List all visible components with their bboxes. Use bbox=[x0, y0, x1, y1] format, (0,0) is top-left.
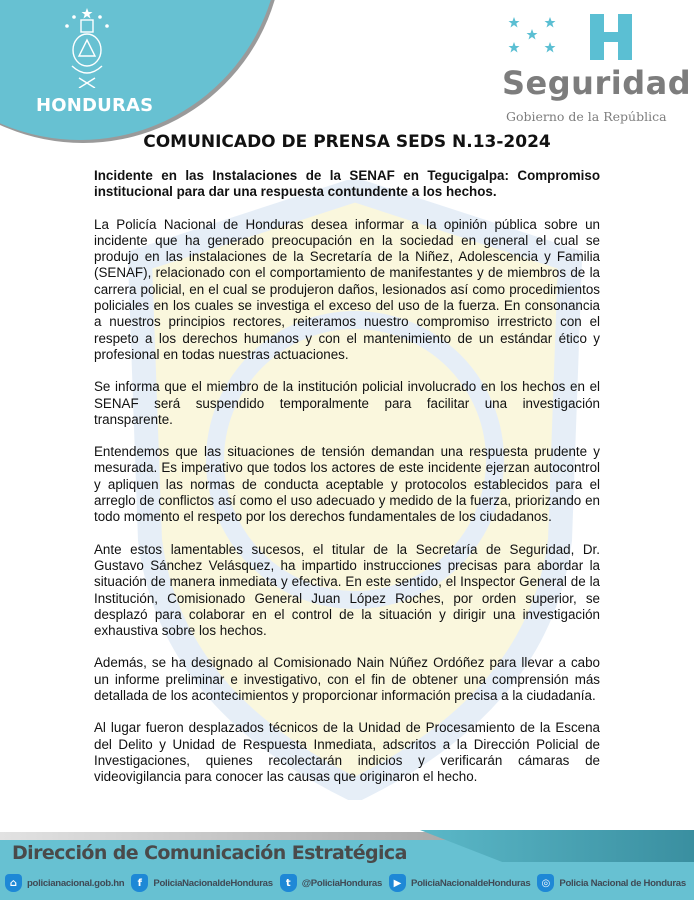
social-facebook[interactable] bbox=[131, 874, 272, 892]
social-label: Policia Nacional de Honduras bbox=[559, 877, 686, 889]
social-links bbox=[5, 873, 694, 893]
social-youtube[interactable] bbox=[389, 874, 530, 892]
paragraph: Además, se ha designado al Comisionado Nain Núñez Ordóñez para llevar a cabo un informe preliminar e investigativo, con el fin de obtener una comprensión más detallada de los acontecimientos y proporcionar información precisa a la ciudadanía. bbox=[94, 655, 600, 704]
seguridad-logo bbox=[500, 12, 690, 132]
seguridad-wordmark: Seguridad bbox=[502, 64, 692, 102]
social-label: @PoliciaHonduras bbox=[301, 877, 382, 889]
h-mark-icon bbox=[590, 14, 632, 60]
website-icon: ⌂ bbox=[5, 874, 22, 892]
stars-icon bbox=[505, 14, 575, 59]
honduras-coat-of-arms-icon bbox=[62, 8, 112, 88]
press-release-body bbox=[94, 168, 600, 802]
paragraph: Entendemos que las situaciones de tensión demandan una respuesta prudente y mesurada. Es imperativo que todos los actores de este incidente ejerzan autocontrol y apliquen las normas de conducta aceptable y protocolos establecidos para el arreglo de conflictos así como el uso adecuado y medido de la fuerza, priorizando en todo momento el respeto por los derechos fundamentales de los ciudadanos. bbox=[94, 444, 600, 525]
paragraph: Al lugar fueron desplazados técnicos de la Unidad de Procesamiento de la Escena del Delito y Unidad de Respuesta Inmediata, adscritos a la Dirección Policial de Investigaciones, quienes recolectarán indicios y verificarán cámaras de videovigilancia para conocer las causas que originaron el hecho. bbox=[94, 720, 600, 785]
instagram-icon: ◎ bbox=[537, 874, 554, 892]
social-instagram[interactable] bbox=[537, 874, 685, 892]
social-twitter[interactable] bbox=[280, 874, 382, 892]
social-label: policianacional.gob.hn bbox=[27, 877, 125, 889]
honduras-logo-label: HONDURAS bbox=[36, 95, 154, 116]
social-website[interactable] bbox=[5, 874, 124, 892]
header-teal-shape bbox=[0, 0, 280, 140]
twitter-icon: t bbox=[280, 874, 297, 892]
gobierno-tagline: Gobierno de la República bbox=[506, 109, 667, 124]
page-title: COMUNICADO DE PRENSA SEDS N.13-2024 bbox=[143, 132, 551, 152]
paragraph: Ante estos lamentables sucesos, el titular de la Secretaría de Seguridad, Dr. Gustavo Sánchez Velásquez, ha impartido instrucciones precisas para abordar la situación de manera inmediata y efectiva. En este sentido, el Inspector General de la Institución, Comisionado General Juan López Roches, por orden superior, se desplazó para colaborar en el control de la situación y dirigir una investigación exhaustiva sobre los hechos. bbox=[94, 541, 600, 639]
paragraph: La Policía Nacional de Honduras desea informar a la opinión pública sobre un incidente que ha generado preocupación en la sociedad en general el cual se produjo en las instalaciones de la Secretaría de la Niñez, Adolescencia y Familia (SENAF), relacionado con el comportamiento de manifestantes y de miembros de la carrera policial, en el cual se produjeron daños, lesionados así como procedimientos policiales en los cuales se investiga el exceso del uso de la fuerza. En consonancia a nuestros principios rectores, reiteramos nuestro compromiso irrestricto con el respeto a los derechos humanos y con el mantenimiento de un estándar ético y profesional en todas nuestras actuaciones. bbox=[94, 216, 600, 362]
youtube-icon: ▶ bbox=[389, 874, 406, 892]
social-label: PoliciaNacionaldeHonduras bbox=[153, 877, 273, 889]
subtitle: Incidente en las Instalaciones de la SENAF en Tegucigalpa: Compromiso institucional para dar una respuesta contundente a los hechos. bbox=[94, 168, 600, 200]
social-label: PoliciaNacionaldeHonduras bbox=[411, 877, 531, 889]
paragraph: Se informa que el miembro de la institución policial involucrado en los hechos en el SENAF será suspendido temporalmente para facilitar una investigación transparente. bbox=[94, 379, 600, 427]
department-name: Dirección de Comunicación Estratégica bbox=[12, 842, 407, 864]
facebook-icon: f bbox=[131, 874, 148, 892]
